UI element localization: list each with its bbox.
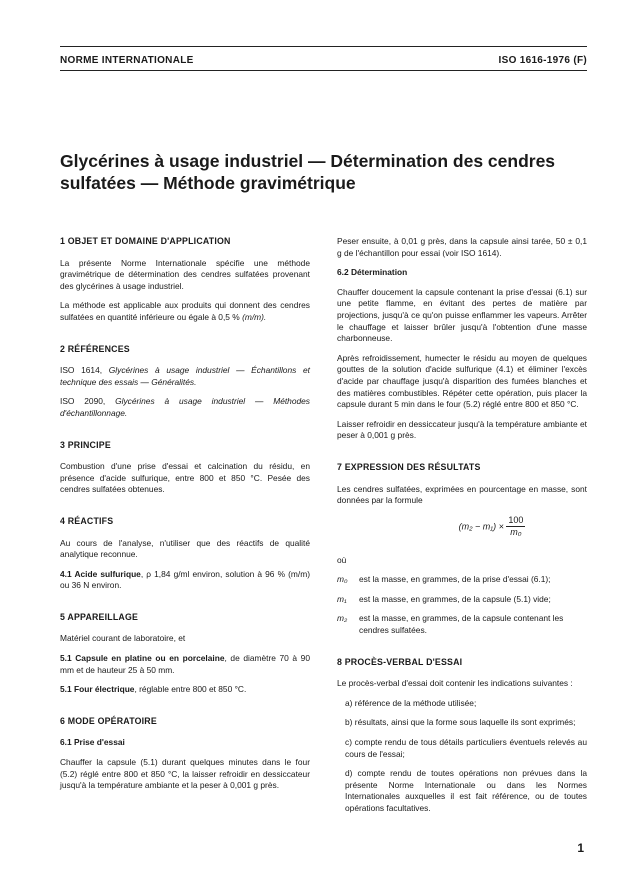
s4-p1: Au cours de l'analyse, n'utiliser que des réactifs de qualité analytique reconnue. xyxy=(60,537,310,560)
formula-numerator: 100 xyxy=(506,515,525,528)
top-rule xyxy=(60,46,587,47)
page-number: 1 xyxy=(577,841,584,855)
formula-left: (m₂ − m₁) × xyxy=(458,521,504,532)
s5-item-1: 5.1 Capsule en platine ou en porcelaine, de diamètre 70 à 90 mm et de hauteur 25 à 50 mm. xyxy=(60,653,310,675)
s8-item-c: c) compte rendu de tous détails particuliers éventuels relevés au cours de l'essai; xyxy=(345,737,587,759)
s1-heading: 1 OBJET ET DOMAINE D'APPLICATION xyxy=(60,236,231,246)
s8-item-d: d) compte rendu de toutes opérations non prévues dans la présente Norme Internationale ou dans les Normes Internationales auxquelles il est fait référence, ou de toutes opérations facultatives. xyxy=(345,768,587,813)
right-column xyxy=(337,236,587,823)
left-column xyxy=(60,236,310,800)
s5-item-2: 5.1 Four électrique, réglable entre 800 et 850 °C. xyxy=(60,684,247,695)
formula-denominator: m₀ xyxy=(510,527,522,538)
s2-ref1: ISO 1614, Glycérines à usage industriel — Échantillons et technique des essais — Généralités. xyxy=(60,365,310,387)
header-rule xyxy=(60,70,587,71)
s6-heading: 6 MODE OPÉRATOIRE xyxy=(60,715,157,726)
s8-item-b: b) résultats, ainsi que la forme sous laquelle ils sont exprimés; xyxy=(345,717,576,728)
formula xyxy=(397,515,587,545)
s6-p1: Chauffer la capsule (5.1) durant quelques minutes dans le four (5.2) réglé entre 800 et 850 °C, la laisser refroidir en dessiccateur jusqu'à la température ambiante et la peser à 0,001 g près. xyxy=(60,757,310,791)
s6-sub2: 6.2 Détermination xyxy=(337,267,408,278)
s6-p4: Après refroidissement, humecter le résidu au moyen de quelques gouttes de la solution d'acide sulfurique (4.1) et éliminer l'excès d'acide par chauffage jusqu'à disparition des fumées blanches et des matières combustibles. Répéter cette opération, puis placer la capsule durant 5 min dans le four (5.2) réglé entre 800 et 850 °C. xyxy=(337,352,587,410)
s8-heading: 8 PROCÈS-VERBAL D'ESSAI xyxy=(337,656,463,667)
s8-item-a: a) référence de la méthode utilisée; xyxy=(345,697,477,708)
s6-p3: Chauffer doucement la capsule contenant la prise d'essai (6.1) sur une petite flamme, en évitant des pertes de matière par projections, jusqu'à ce qu'on puisse enflammer les vapeurs. Arrêter le chauffage et laisser brûler jusqu'à l'obtention d'une masse charbonneuse. xyxy=(337,286,587,344)
s2-heading: 2 RÉFÉRENCES xyxy=(60,343,130,354)
s6-p2: Peser ensuite, à 0,01 g près, dans la capsule ainsi tarée, 50 ± 0,1 g de l'échantillon pour essai (voir ISO 1614). xyxy=(337,236,587,258)
s5-heading: 5 APPAREILLAGE xyxy=(60,611,139,622)
title-line-2: sulfatées — Méthode gravimétrique xyxy=(60,173,356,193)
s6-sub1: 6.1 Prise d'essai xyxy=(60,737,125,748)
s6-p5: Laisser refroidir en dessiccateur jusqu'à la température ambiante et peser à 0,001 g près. xyxy=(337,418,587,441)
definition-m1: m₁ est la masse, en grammes, de la capsule (5.1) vide; xyxy=(337,593,551,604)
header-left: NORME INTERNATIONALE xyxy=(60,55,194,66)
s3-heading: 3 PRINCIPE xyxy=(60,439,111,450)
title-line-1: Glycérines à usage industriel — Détermination des cendres xyxy=(60,151,556,171)
s4-item: 4.1 Acide sulfurique, ρ 1,84 g/ml environ, solution à 96 % (m/m) ou 36 N environ. xyxy=(60,568,310,591)
s7-ou: où xyxy=(337,554,347,565)
page-header xyxy=(60,55,587,66)
s1-p1: La présente Norme Internationale spécifie une méthode gravimétrique de détermination des cendres sulfatées provenant des glycérines à usage industriel. xyxy=(60,257,310,291)
s5-p1: Matériel courant de laboratoire, et xyxy=(60,633,186,644)
s2-ref2: ISO 2090, Glycérines à usage industriel — Méthodes d'échantillonnage. xyxy=(60,396,310,418)
document-title xyxy=(60,150,587,194)
s8-p1: Le procès-verbal d'essai doit contenir les indications suivantes : xyxy=(337,678,573,689)
s7-p1: Les cendres sulfatées, exprimées en pourcentage en masse, sont données par la formule xyxy=(337,483,587,506)
s4-heading: 4 RÉACTIFS xyxy=(60,515,114,526)
s7-heading: 7 EXPRESSION DES RÉSULTATS xyxy=(337,461,481,472)
definition-m0: m₀ est la masse, en grammes, de la prise d'essai (6.1); xyxy=(337,574,551,585)
formula-fraction xyxy=(506,515,525,539)
header-right: ISO 1616-1976 (F) xyxy=(498,55,587,66)
s3-p1: Combustion d'une prise d'essai et calcination du résidu, en présence d'acide sulfurique, entre 800 et 850 °C. Pesée des cendres sulfatées obtenues. xyxy=(60,461,310,495)
s1-p2: La méthode est applicable aux produits qui donnent des cendres sulfatées en quantité inférieure ou égale à 0,5 % (m/m). xyxy=(60,300,310,322)
definition-m2: m₂ est la masse, en grammes, de la capsule contenant les cendres sulfatées. xyxy=(337,613,564,636)
